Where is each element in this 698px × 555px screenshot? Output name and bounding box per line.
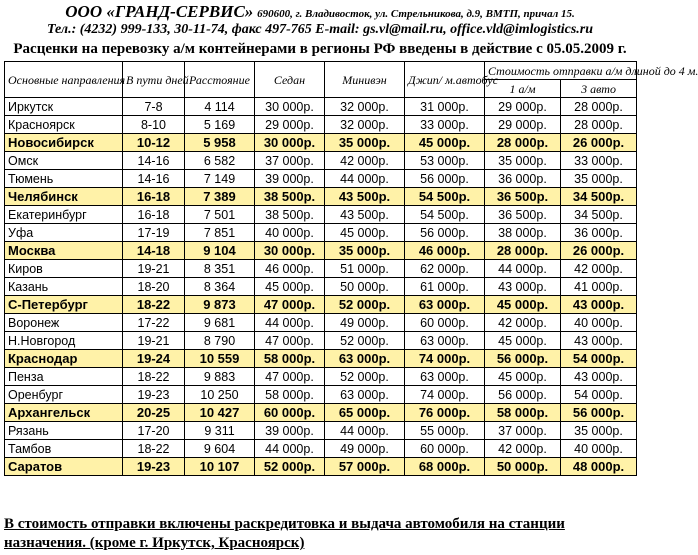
cell-days: 19-21 [123, 260, 185, 278]
cell-distance: 7 501 [185, 206, 255, 224]
cell-three-cars: 48 000р. [561, 458, 637, 476]
cell-sedan: 29 000р. [255, 116, 325, 134]
cell-days: 18-22 [123, 368, 185, 386]
cell-jeep: 45 000р. [405, 134, 485, 152]
cell-jeep: 68 000р. [405, 458, 485, 476]
cell-distance: 10 107 [185, 458, 255, 476]
cell-sedan: 46 000р. [255, 260, 325, 278]
cell-minivan: 43 500р. [325, 188, 405, 206]
cell-one-car: 42 000р. [485, 440, 561, 458]
cell-three-cars: 28 000р. [561, 116, 637, 134]
cell-sedan: 44 000р. [255, 440, 325, 458]
cell-city: Иркутск [5, 98, 123, 116]
cell-jeep: 63 000р. [405, 296, 485, 314]
cell-one-car: 42 000р. [485, 314, 561, 332]
cell-sedan: 30 000р. [255, 98, 325, 116]
cell-sedan: 44 000р. [255, 314, 325, 332]
cell-jeep: 56 000р. [405, 224, 485, 242]
footer-note [4, 515, 636, 553]
cell-one-car: 44 000р. [485, 260, 561, 278]
cell-minivan: 65 000р. [325, 404, 405, 422]
table-row [5, 116, 637, 134]
table-row [5, 224, 637, 242]
cell-city: Москва [5, 242, 123, 260]
company-header [0, 2, 640, 22]
header-three-cars: 3 авто [561, 80, 637, 98]
cell-minivan: 45 000р. [325, 224, 405, 242]
cell-days: 19-23 [123, 386, 185, 404]
cell-one-car: 28 000р. [485, 134, 561, 152]
cell-jeep: 63 000р. [405, 368, 485, 386]
cell-minivan: 35 000р. [325, 134, 405, 152]
header-days: В пути дней [123, 62, 185, 98]
cell-jeep: 55 000р. [405, 422, 485, 440]
cell-jeep: 63 000р. [405, 332, 485, 350]
header-direction: Основные направления [5, 62, 123, 98]
cell-minivan: 63 000р. [325, 350, 405, 368]
cell-one-car: 45 000р. [485, 332, 561, 350]
cell-distance: 9 681 [185, 314, 255, 332]
header-jeep: Джип/ м.автобус [405, 62, 485, 98]
cell-days: 7-8 [123, 98, 185, 116]
company-name: ООО «ГРАНД-СЕРВИС» [65, 2, 254, 21]
table-row [5, 332, 637, 350]
header-distance: Расстояние [185, 62, 255, 98]
footer-line-2: назначения. (кроме г. Иркутск, Красноярск) [4, 535, 305, 551]
cell-three-cars: 41 000р. [561, 278, 637, 296]
cell-sedan: 40 000р. [255, 224, 325, 242]
cell-days: 18-22 [123, 296, 185, 314]
table-row [5, 98, 637, 116]
cell-jeep: 62 000р. [405, 260, 485, 278]
cell-days: 18-20 [123, 278, 185, 296]
cell-three-cars: 56 000р. [561, 404, 637, 422]
cell-minivan: 49 000р. [325, 314, 405, 332]
cell-days: 16-18 [123, 206, 185, 224]
table-row [5, 206, 637, 224]
cell-distance: 9 604 [185, 440, 255, 458]
cell-distance: 9 104 [185, 242, 255, 260]
cell-days: 17-19 [123, 224, 185, 242]
cell-sedan: 37 000р. [255, 152, 325, 170]
cell-distance: 10 250 [185, 386, 255, 404]
cell-sedan: 39 000р. [255, 422, 325, 440]
table-row [5, 242, 637, 260]
company-contacts: Тел.: (4232) 999-133, 30-11-74, факс 497-765 E-mail: gs.vl@mail.ru, office.vld@imlogistics.ru [46, 22, 593, 37]
cell-jeep: 60 000р. [405, 440, 485, 458]
table-row [5, 170, 637, 188]
cell-days: 14-16 [123, 152, 185, 170]
table-row [5, 260, 637, 278]
cell-jeep: 33 000р. [405, 116, 485, 134]
header-group-cost: Стоимость отправки а/м длиной до 4 м. [485, 62, 637, 80]
cell-three-cars: 35 000р. [561, 422, 637, 440]
cell-minivan: 42 000р. [325, 152, 405, 170]
table-row [5, 350, 637, 368]
cell-minivan: 44 000р. [325, 170, 405, 188]
table-row [5, 422, 637, 440]
cell-city: Омск [5, 152, 123, 170]
company-address: 690600, г. Владивосток, ул. Стрельникова, д.9, ВМТП, причал 15. [257, 8, 575, 20]
cell-distance: 5 958 [185, 134, 255, 152]
cell-three-cars: 43 000р. [561, 332, 637, 350]
cell-city: Красноярск [5, 116, 123, 134]
cell-three-cars: 34 500р. [561, 206, 637, 224]
cell-days: 16-18 [123, 188, 185, 206]
cell-one-car: 28 000р. [485, 242, 561, 260]
cell-one-car: 38 000р. [485, 224, 561, 242]
cell-one-car: 36 500р. [485, 188, 561, 206]
cell-three-cars: 40 000р. [561, 440, 637, 458]
price-table [4, 61, 698, 476]
cell-one-car: 56 000р. [485, 350, 561, 368]
cell-distance: 9 311 [185, 422, 255, 440]
cell-sedan: 38 500р. [255, 206, 325, 224]
cell-city: Оренбург [5, 386, 123, 404]
cell-city: Архангельск [5, 404, 123, 422]
cell-distance: 7 389 [185, 188, 255, 206]
cell-distance: 10 427 [185, 404, 255, 422]
cell-sedan: 45 000р. [255, 278, 325, 296]
cell-days: 14-16 [123, 170, 185, 188]
cell-distance: 7 851 [185, 224, 255, 242]
price-notice: Расценки на перевозку а/м контейнерами в регионы РФ введены в действие с 05.05.2009 г. [13, 41, 627, 57]
cell-one-car: 43 000р. [485, 278, 561, 296]
cell-minivan: 52 000р. [325, 296, 405, 314]
table-row [5, 134, 637, 152]
cell-distance: 9 873 [185, 296, 255, 314]
cell-days: 17-20 [123, 422, 185, 440]
cell-distance: 10 559 [185, 350, 255, 368]
cell-days: 8-10 [123, 116, 185, 134]
cell-jeep: 53 000р. [405, 152, 485, 170]
cell-minivan: 52 000р. [325, 368, 405, 386]
table-row [5, 314, 637, 332]
cell-jeep: 31 000р. [405, 98, 485, 116]
cell-three-cars: 54 000р. [561, 350, 637, 368]
cell-distance: 6 582 [185, 152, 255, 170]
cell-distance: 8 364 [185, 278, 255, 296]
cell-three-cars: 35 000р. [561, 170, 637, 188]
cell-sedan: 47 000р. [255, 296, 325, 314]
header-one-car: 1 а/м [485, 80, 561, 98]
cell-days: 17-22 [123, 314, 185, 332]
cell-sedan: 30 000р. [255, 242, 325, 260]
cell-three-cars: 33 000р. [561, 152, 637, 170]
cell-minivan: 32 000р. [325, 98, 405, 116]
cell-city: Тамбов [5, 440, 123, 458]
cell-sedan: 58 000р. [255, 386, 325, 404]
cell-days: 19-23 [123, 458, 185, 476]
cell-three-cars: 40 000р. [561, 314, 637, 332]
cell-city: Рязань [5, 422, 123, 440]
price-table-body [5, 98, 637, 476]
cell-three-cars: 34 500р. [561, 188, 637, 206]
cell-city: Новосибирск [5, 134, 123, 152]
cell-days: 19-21 [123, 332, 185, 350]
cell-city: Краснодар [5, 350, 123, 368]
cell-days: 14-18 [123, 242, 185, 260]
cell-one-car: 29 000р. [485, 116, 561, 134]
cell-city: Челябинск [5, 188, 123, 206]
cell-city: Казань [5, 278, 123, 296]
cell-three-cars: 42 000р. [561, 260, 637, 278]
cell-minivan: 35 000р. [325, 242, 405, 260]
cell-sedan: 30 000р. [255, 134, 325, 152]
cell-minivan: 49 000р. [325, 440, 405, 458]
cell-one-car: 56 000р. [485, 386, 561, 404]
table-row [5, 440, 637, 458]
cell-three-cars: 26 000р. [561, 242, 637, 260]
cell-three-cars: 28 000р. [561, 98, 637, 116]
cell-three-cars: 26 000р. [561, 134, 637, 152]
cell-city: Воронеж [5, 314, 123, 332]
cell-distance: 8 790 [185, 332, 255, 350]
cell-distance: 4 114 [185, 98, 255, 116]
cell-city: Саратов [5, 458, 123, 476]
cell-minivan: 44 000р. [325, 422, 405, 440]
cell-city: Н.Новгород [5, 332, 123, 350]
cell-city: Пенза [5, 368, 123, 386]
cell-distance: 9 883 [185, 368, 255, 386]
table-row [5, 458, 637, 476]
cell-city: Киров [5, 260, 123, 278]
cell-jeep: 54 500р. [405, 188, 485, 206]
footer-line-1: В стоимость отправки включены раскредитовка и выдача автомобиля на станции [4, 516, 565, 532]
cell-minivan: 57 000р. [325, 458, 405, 476]
cell-three-cars: 43 000р. [561, 296, 637, 314]
cell-one-car: 36 500р. [485, 206, 561, 224]
cell-sedan: 52 000р. [255, 458, 325, 476]
table-row [5, 278, 637, 296]
cell-three-cars: 54 000р. [561, 386, 637, 404]
cell-jeep: 76 000р. [405, 404, 485, 422]
table-row [5, 404, 637, 422]
cell-city: Тюмень [5, 170, 123, 188]
cell-days: 20-25 [123, 404, 185, 422]
cell-days: 10-12 [123, 134, 185, 152]
cell-distance: 5 169 [185, 116, 255, 134]
header-sedan: Седан [255, 62, 325, 98]
table-row [5, 188, 637, 206]
cell-minivan: 52 000р. [325, 332, 405, 350]
cell-sedan: 47 000р. [255, 332, 325, 350]
cell-city: Уфа [5, 224, 123, 242]
cell-one-car: 29 000р. [485, 98, 561, 116]
cell-sedan: 39 000р. [255, 170, 325, 188]
cell-jeep: 60 000р. [405, 314, 485, 332]
cell-jeep: 56 000р. [405, 170, 485, 188]
cell-one-car: 45 000р. [485, 296, 561, 314]
cell-sedan: 47 000р. [255, 368, 325, 386]
cell-days: 19-24 [123, 350, 185, 368]
cell-sedan: 60 000р. [255, 404, 325, 422]
table-row [5, 386, 637, 404]
cell-jeep: 74 000р. [405, 386, 485, 404]
cell-minivan: 63 000р. [325, 386, 405, 404]
table-row [5, 368, 637, 386]
cell-one-car: 45 000р. [485, 368, 561, 386]
cell-one-car: 37 000р. [485, 422, 561, 440]
cell-jeep: 61 000р. [405, 278, 485, 296]
cell-city: С-Петербург [5, 296, 123, 314]
cell-minivan: 50 000р. [325, 278, 405, 296]
cell-city: Екатеринбург [5, 206, 123, 224]
cell-one-car: 35 000р. [485, 152, 561, 170]
table-row [5, 152, 637, 170]
cell-sedan: 38 500р. [255, 188, 325, 206]
cell-minivan: 51 000р. [325, 260, 405, 278]
cell-sedan: 58 000р. [255, 350, 325, 368]
header-minivan: Минивэн [325, 62, 405, 98]
table-row [5, 296, 637, 314]
cell-days: 18-22 [123, 440, 185, 458]
cell-one-car: 36 000р. [485, 170, 561, 188]
cell-distance: 8 351 [185, 260, 255, 278]
cell-minivan: 43 500р. [325, 206, 405, 224]
cell-minivan: 32 000р. [325, 116, 405, 134]
cell-three-cars: 43 000р. [561, 368, 637, 386]
cell-three-cars: 36 000р. [561, 224, 637, 242]
cell-one-car: 50 000р. [485, 458, 561, 476]
cell-one-car: 58 000р. [485, 404, 561, 422]
cell-distance: 7 149 [185, 170, 255, 188]
cell-jeep: 46 000р. [405, 242, 485, 260]
cell-jeep: 74 000р. [405, 350, 485, 368]
cell-jeep: 54 500р. [405, 206, 485, 224]
